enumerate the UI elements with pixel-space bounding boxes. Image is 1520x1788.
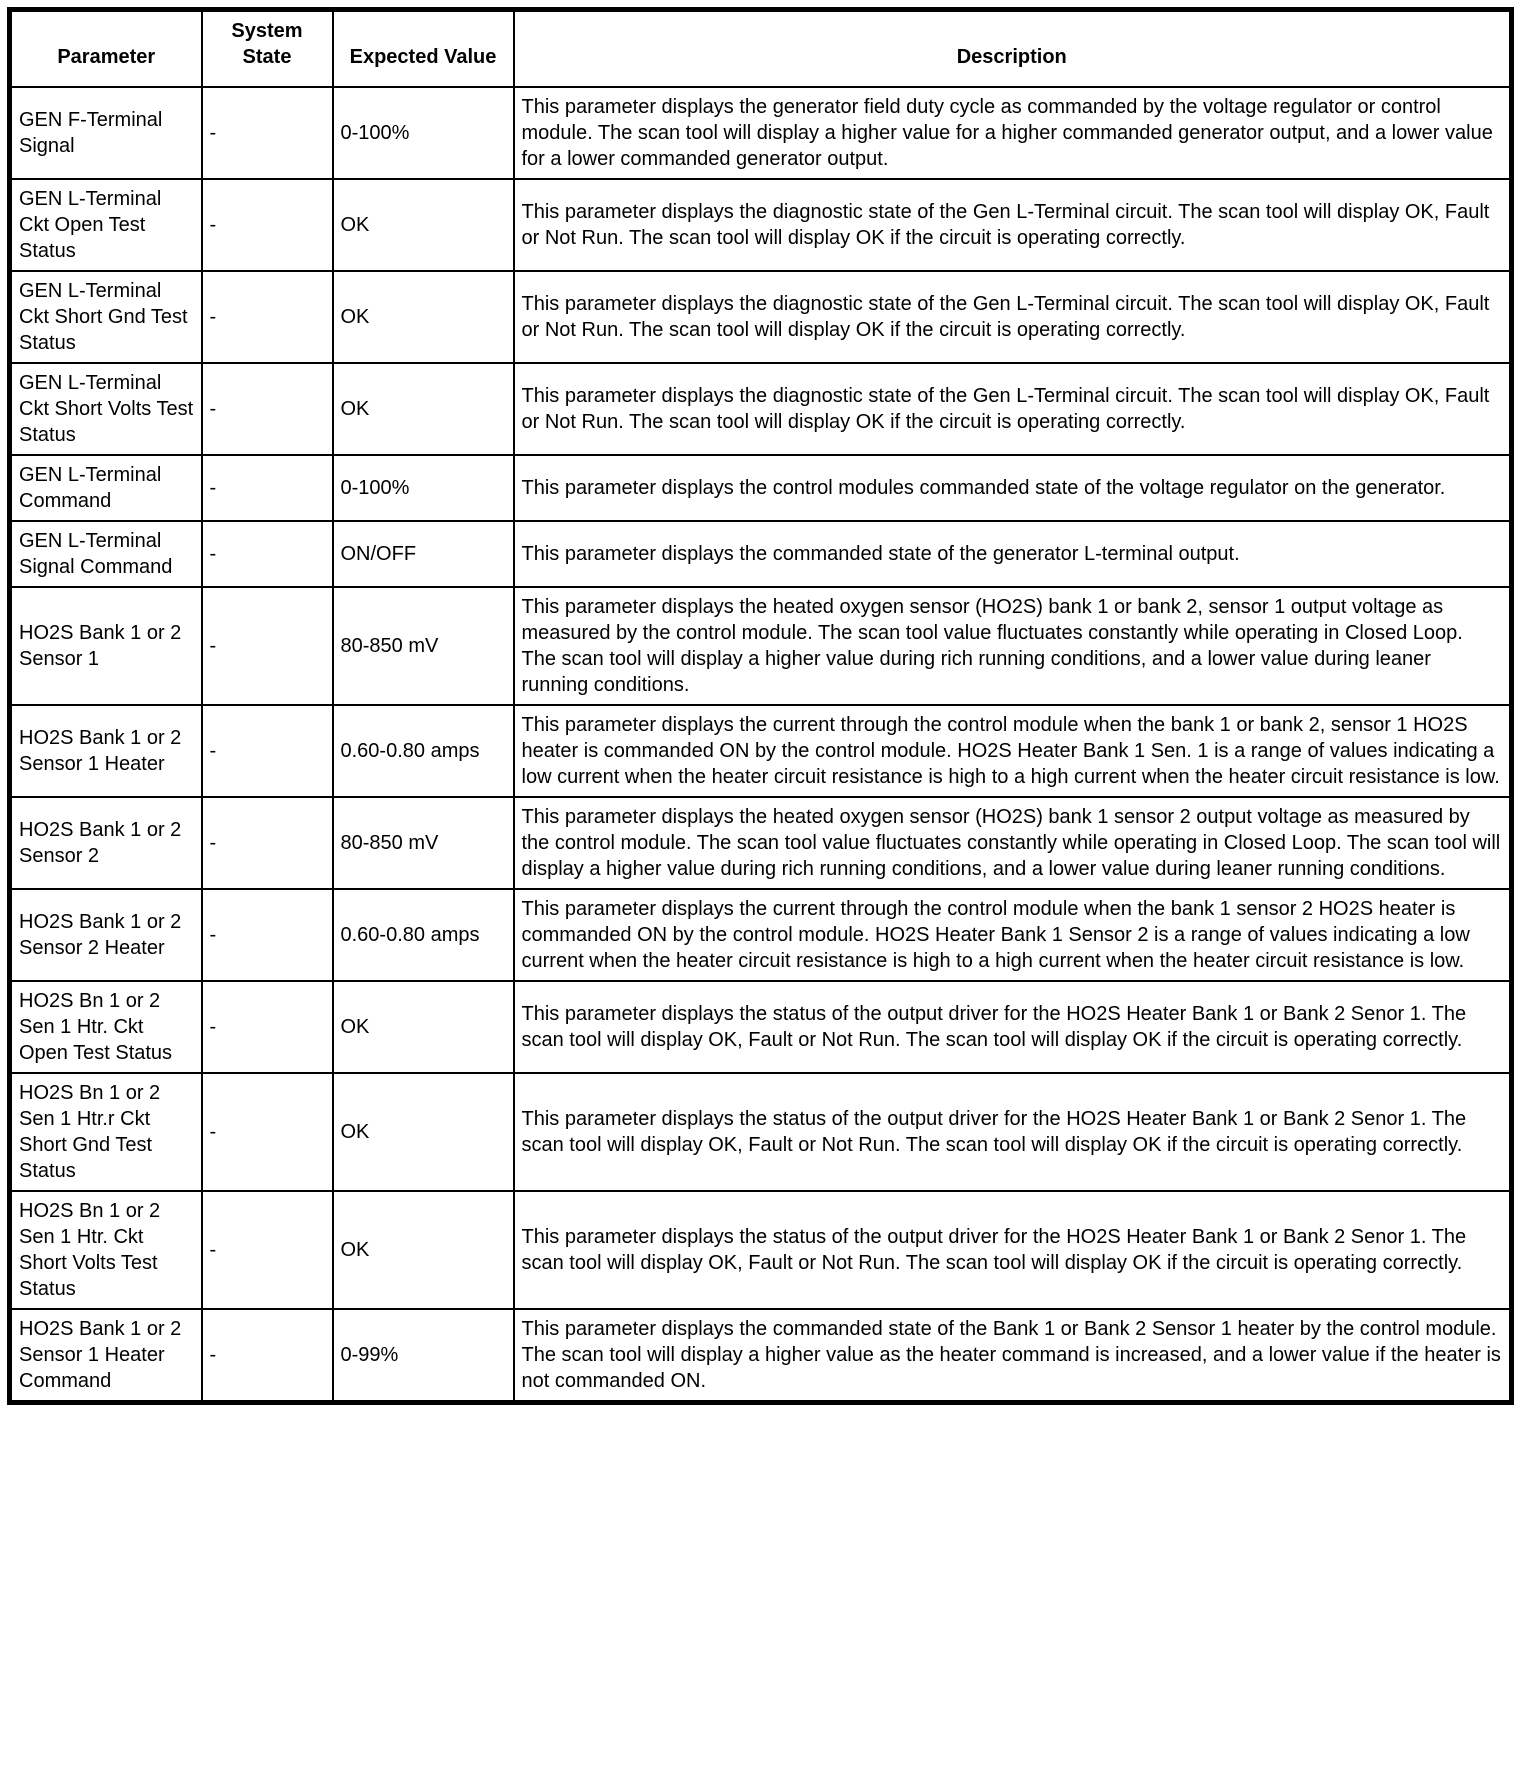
parameter-cell: GEN F-Terminal Signal xyxy=(10,87,202,179)
parameter-table xyxy=(7,7,1514,1405)
table-row xyxy=(10,1309,1512,1403)
parameter-cell: HO2S Bn 1 or 2 Sen 1 Htr.r Ckt Short Gnd Test Status xyxy=(10,1073,202,1191)
description-cell: This parameter displays the diagnostic state of the Gen L-Terminal circuit. The scan tool will display OK, Fault or Not Run. The scan tool will display OK if the circuit is operating correctly. xyxy=(514,179,1512,271)
system-state-cell: - xyxy=(202,889,333,981)
expected-value-cell: ON/OFF xyxy=(333,521,514,587)
parameter-cell: GEN L-Terminal Command xyxy=(10,455,202,521)
table-row xyxy=(10,363,1512,455)
parameter-cell: HO2S Bn 1 or 2 Sen 1 Htr. Ckt Short Volts Test Status xyxy=(10,1191,202,1309)
expected-value-cell: OK xyxy=(333,981,514,1073)
expected-value-cell: OK xyxy=(333,1191,514,1309)
expected-value-cell: 80-850 mV xyxy=(333,797,514,889)
expected-value-cell: 80-850 mV xyxy=(333,587,514,705)
parameter-cell: GEN L-Terminal Signal Command xyxy=(10,521,202,587)
parameter-cell: GEN L-Terminal Ckt Short Volts Test Status xyxy=(10,363,202,455)
expected-value-cell: 0.60-0.80 amps xyxy=(333,705,514,797)
table-row xyxy=(10,1073,1512,1191)
description-cell: This parameter displays the status of the output driver for the HO2S Heater Bank 1 or Bank 2 Senor 1. The scan tool will display OK, Fault or Not Run. The scan tool will display OK if the circuit is operating correctly. xyxy=(514,1191,1512,1309)
table-row xyxy=(10,1191,1512,1309)
expected-value-cell: OK xyxy=(333,1073,514,1191)
header-description: Description xyxy=(514,10,1512,88)
parameter-cell: GEN L-Terminal Ckt Open Test Status xyxy=(10,179,202,271)
parameter-cell: HO2S Bank 1 or 2 Sensor 2 xyxy=(10,797,202,889)
table-row xyxy=(10,705,1512,797)
expected-value-cell: OK xyxy=(333,363,514,455)
description-cell: This parameter displays the diagnostic state of the Gen L-Terminal circuit. The scan tool will display OK, Fault or Not Run. The scan tool will display OK if the circuit is operating correctly. xyxy=(514,271,1512,363)
parameter-cell: HO2S Bank 1 or 2 Sensor 1 Heater xyxy=(10,705,202,797)
description-cell: This parameter displays the control modules commanded state of the voltage regulator on the generator. xyxy=(514,455,1512,521)
system-state-cell: - xyxy=(202,705,333,797)
expected-value-cell: OK xyxy=(333,179,514,271)
system-state-cell: - xyxy=(202,179,333,271)
table-row xyxy=(10,587,1512,705)
parameter-cell: HO2S Bank 1 or 2 Sensor 1 Heater Command xyxy=(10,1309,202,1403)
header-parameter: Parameter xyxy=(10,10,202,88)
description-cell: This parameter displays the heated oxygen sensor (HO2S) bank 1 or bank 2, sensor 1 output voltage as measured by the control module. The scan tool value fluctuates constantly while operating in Closed Loop. The scan tool will display a higher value during rich running conditions, and a lower value during leaner running conditions. xyxy=(514,587,1512,705)
system-state-cell: - xyxy=(202,87,333,179)
header-system-state: System State xyxy=(202,10,333,88)
parameter-cell: HO2S Bank 1 or 2 Sensor 2 Heater xyxy=(10,889,202,981)
table-row xyxy=(10,455,1512,521)
system-state-cell: - xyxy=(202,981,333,1073)
system-state-cell: - xyxy=(202,587,333,705)
system-state-cell: - xyxy=(202,1309,333,1403)
header-expected-value: Expected Value xyxy=(333,10,514,88)
table-row xyxy=(10,981,1512,1073)
description-cell: This parameter displays the heated oxygen sensor (HO2S) bank 1 sensor 2 output voltage as measured by the control module. The scan tool value fluctuates constantly while operating in Closed Loop. The scan tool will display a higher value during rich running conditions, and a lower value during leaner running conditions. xyxy=(514,797,1512,889)
expected-value-cell: 0-99% xyxy=(333,1309,514,1403)
expected-value-cell: 0.60-0.80 amps xyxy=(333,889,514,981)
system-state-cell: - xyxy=(202,797,333,889)
description-cell: This parameter displays the generator field duty cycle as commanded by the voltage regulator or control module. The scan tool will display a higher value for a higher commanded generator output, and a lower value for a lower commanded generator output. xyxy=(514,87,1512,179)
table-row xyxy=(10,797,1512,889)
description-cell: This parameter displays the status of the output driver for the HO2S Heater Bank 1 or Bank 2 Senor 1. The scan tool will display OK, Fault or Not Run. The scan tool will display OK if the circuit is operating correctly. xyxy=(514,1073,1512,1191)
parameter-cell: HO2S Bank 1 or 2 Sensor 1 xyxy=(10,587,202,705)
system-state-cell: - xyxy=(202,1073,333,1191)
description-cell: This parameter displays the commanded state of the Bank 1 or Bank 2 Sensor 1 heater by the control module. The scan tool will display a higher value as the heater command is increased, and a lower value if the heater is not commanded ON. xyxy=(514,1309,1512,1403)
description-cell: This parameter displays the current through the control module when the bank 1 or bank 2, sensor 1 HO2S heater is commanded ON by the control module. HO2S Heater Bank 1 Sen. 1 is a range of values indicating a low current when the heater circuit resistance is high to a high current when the heater circuit resistance is low. xyxy=(514,705,1512,797)
table-row xyxy=(10,87,1512,179)
system-state-cell: - xyxy=(202,271,333,363)
parameter-cell: HO2S Bn 1 or 2 Sen 1 Htr. Ckt Open Test Status xyxy=(10,981,202,1073)
description-cell: This parameter displays the current through the control module when the bank 1 sensor 2 HO2S heater is commanded ON by the control module. HO2S Heater Bank 1 Sensor 2 is a range of values indicating a low current when the heater circuit resistance is high to a high current when the heater circuit resistance is low. xyxy=(514,889,1512,981)
table-row xyxy=(10,521,1512,587)
description-cell: This parameter displays the status of the output driver for the HO2S Heater Bank 1 or Bank 2 Senor 1. The scan tool will display OK, Fault or Not Run. The scan tool will display OK if the circuit is operating correctly. xyxy=(514,981,1512,1073)
table-header-row xyxy=(10,10,1512,88)
expected-value-cell: 0-100% xyxy=(333,455,514,521)
table-row xyxy=(10,889,1512,981)
parameter-cell: GEN L-Terminal Ckt Short Gnd Test Status xyxy=(10,271,202,363)
expected-value-cell: OK xyxy=(333,271,514,363)
system-state-cell: - xyxy=(202,1191,333,1309)
system-state-cell: - xyxy=(202,521,333,587)
expected-value-cell: 0-100% xyxy=(333,87,514,179)
description-cell: This parameter displays the commanded state of the generator L-terminal output. xyxy=(514,521,1512,587)
table-row xyxy=(10,271,1512,363)
system-state-cell: - xyxy=(202,455,333,521)
description-cell: This parameter displays the diagnostic state of the Gen L-Terminal circuit. The scan tool will display OK, Fault or Not Run. The scan tool will display OK if the circuit is operating correctly. xyxy=(514,363,1512,455)
table-row xyxy=(10,179,1512,271)
system-state-cell: - xyxy=(202,363,333,455)
